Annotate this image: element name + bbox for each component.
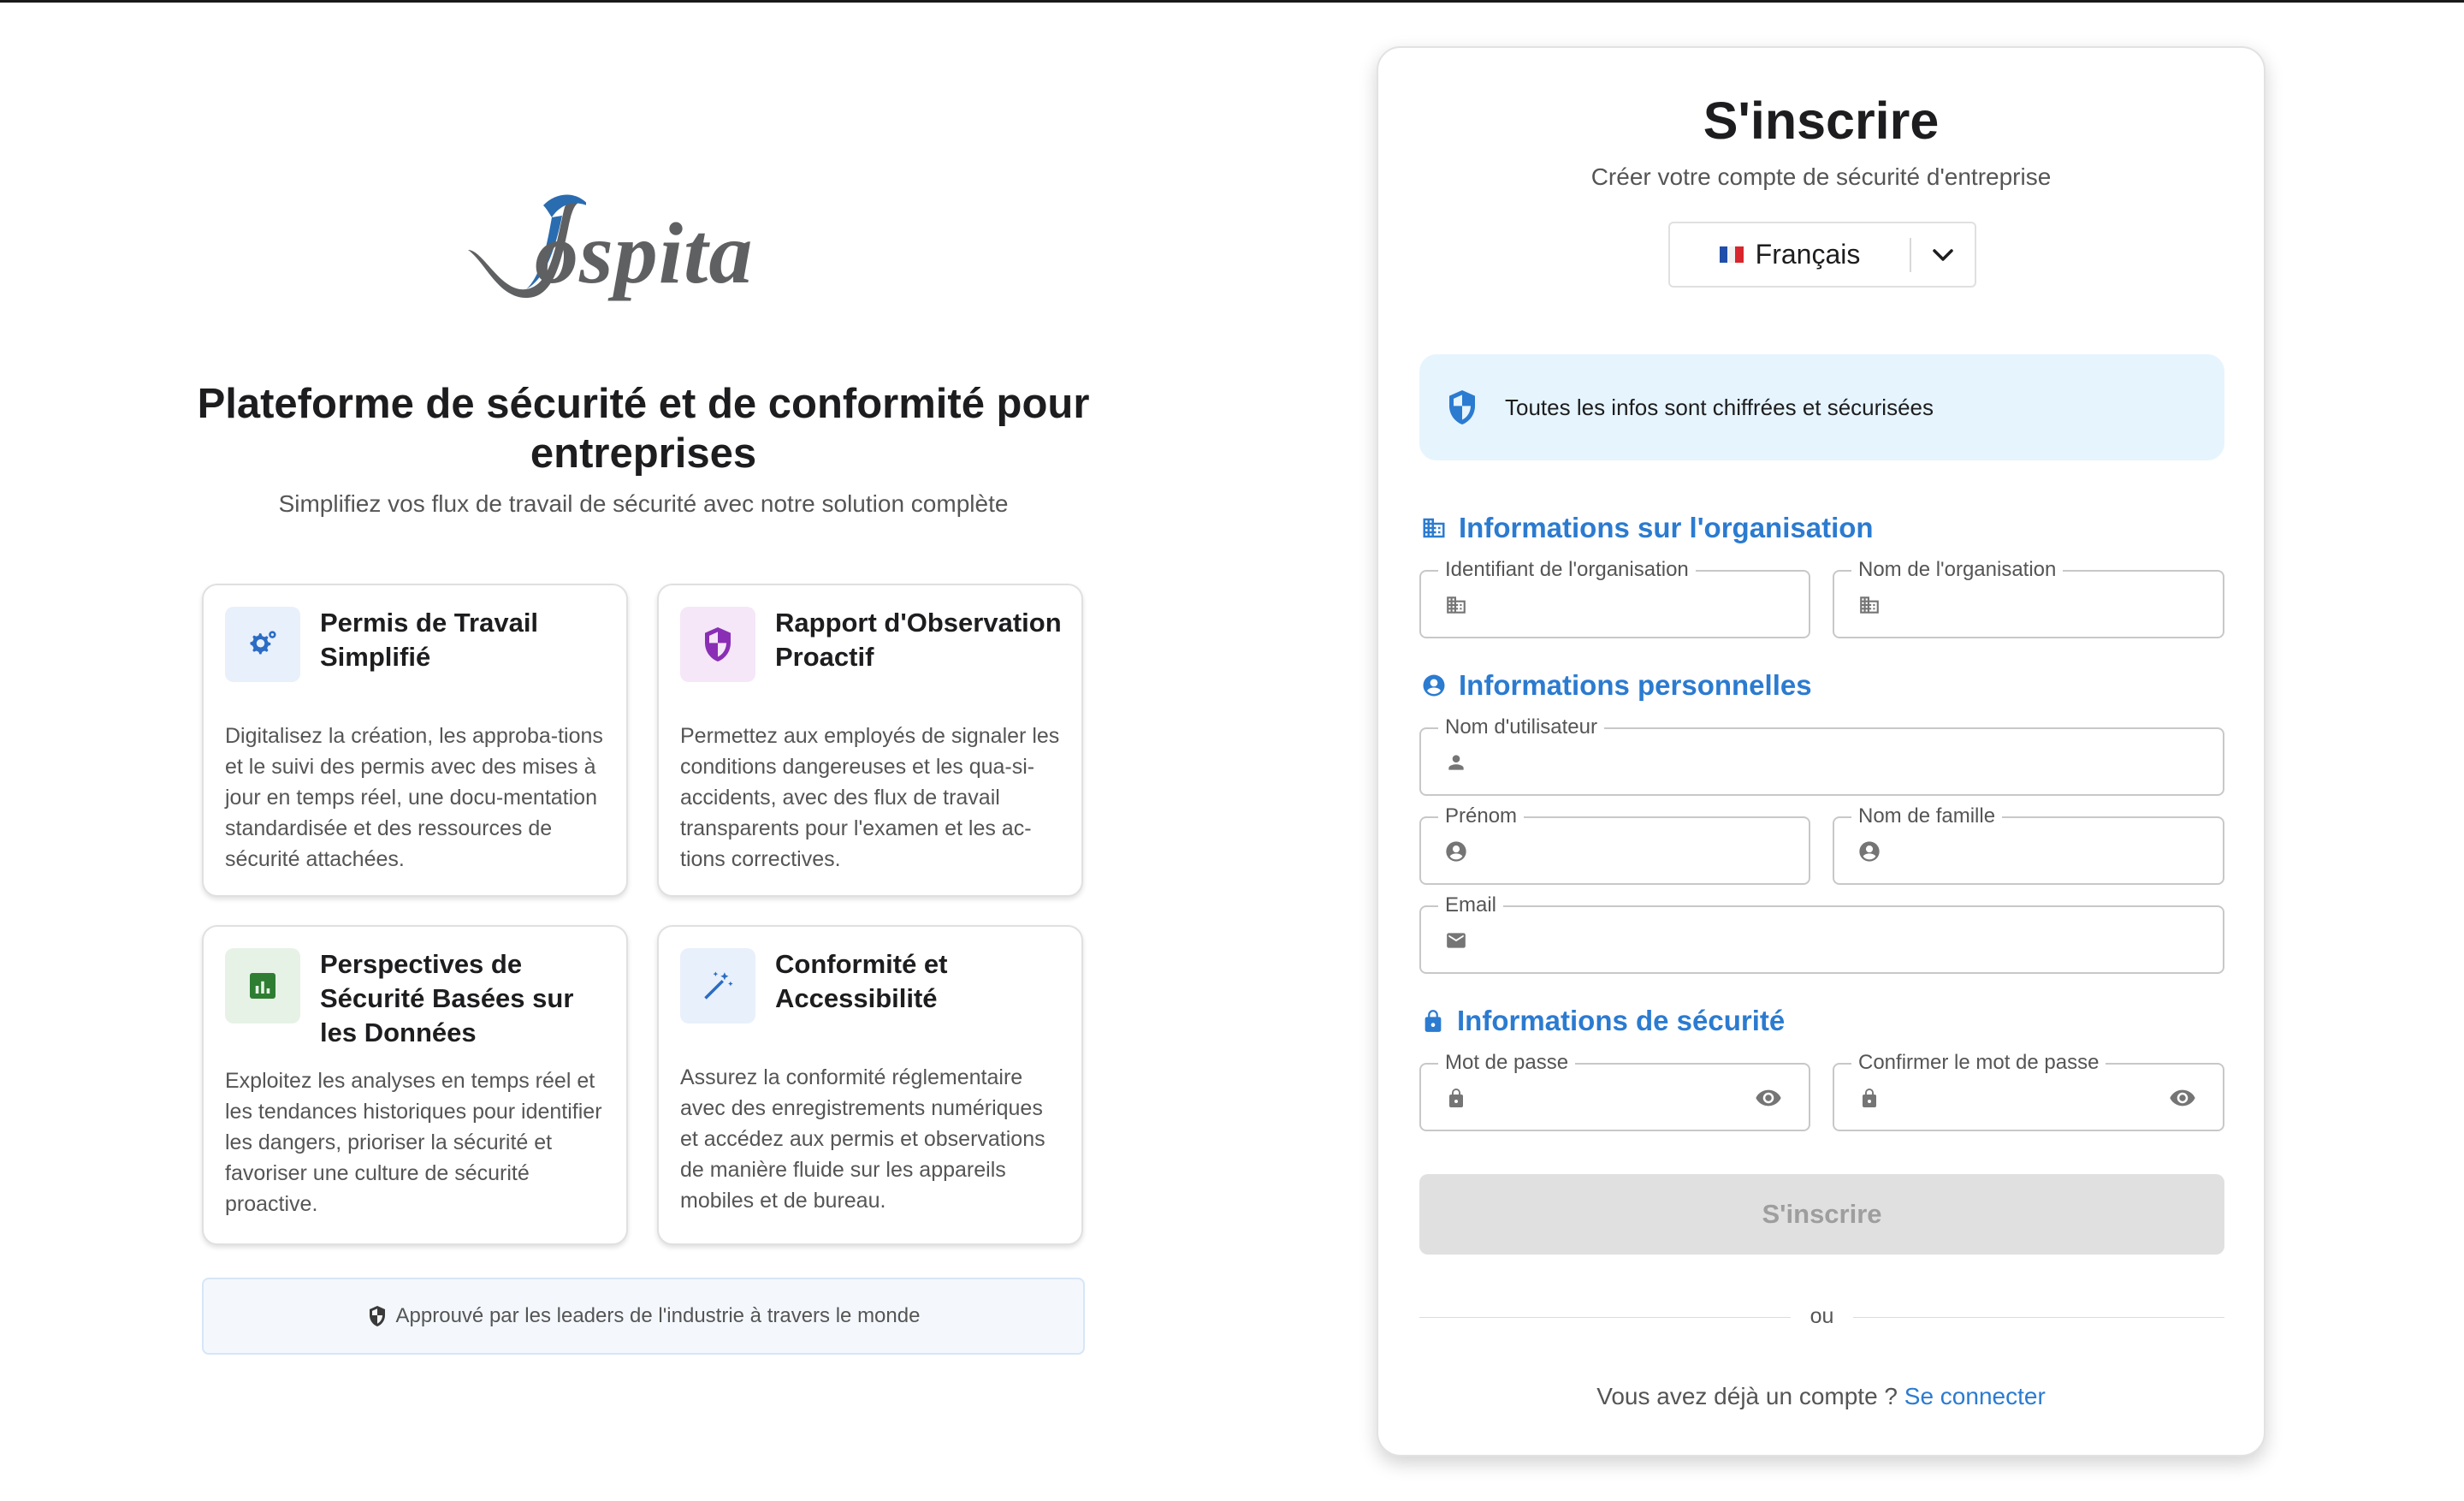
security-notice-text: Toutes les infos sont chiffrées et sécurisées [1505, 394, 1934, 420]
shield-check-icon [367, 1305, 388, 1327]
signup-card [1377, 46, 2266, 1457]
or-divider [1419, 1304, 2224, 1330]
mail-icon [1443, 928, 1469, 953]
field-label: Prénom [1438, 803, 1524, 830]
signin-prompt-row [1378, 1383, 2264, 1410]
last-name-field[interactable] [1833, 804, 2224, 885]
approved-text: Approuvé par les leaders de l'industrie à travers le monde [395, 1304, 921, 1327]
feature-description: Exploitez les analyses en temps réel et les tendances historiques pour identifier les dangers, prioriser la sécurité et favoriser une culture de sécurité proactive. [225, 1069, 602, 1216]
security-notice [1419, 354, 2224, 460]
section-title: Informations de sécurité [1457, 1005, 1786, 1036]
first-name-input[interactable] [1481, 830, 1749, 873]
magic-wand-icon [700, 968, 736, 1004]
logo-wordmark: ospita [535, 205, 754, 302]
signup-submit-button[interactable]: S'inscrire [1419, 1174, 2224, 1255]
username-field[interactable] [1419, 715, 2224, 796]
confirm-password-input[interactable] [1894, 1077, 2163, 1119]
divider-text: ou [1810, 1304, 1834, 1328]
language-current[interactable] [1670, 239, 1910, 270]
bar-chart-icon [247, 970, 278, 1001]
field-label: Identifiant de l'organisation [1438, 556, 1696, 584]
feature-icon-tile [225, 607, 300, 682]
section-security [1421, 1005, 1785, 1037]
feature-icon-tile [225, 948, 300, 1023]
feature-card-permits [202, 584, 628, 897]
feature-icon-tile [680, 948, 755, 1023]
feature-title: Conformité et Accessibilité [775, 949, 948, 1013]
feature-card-observation [657, 584, 1083, 897]
shield-icon [1445, 388, 1479, 427]
feature-title: Perspectives de Sécurité Basées sur les Données [320, 949, 574, 1047]
language-select[interactable] [1668, 222, 1976, 288]
org-id-input[interactable] [1481, 584, 1749, 626]
form-subtitle: Créer votre compte de sécurité d'entreprise [1590, 163, 2052, 190]
hero-subline: Simplifiez vos flux de travail de sécurité avec notre solution complète [278, 490, 1009, 517]
feature-title: Rapport d'Observation Proactif [775, 608, 1062, 672]
section-organization [1421, 512, 1874, 544]
field-label: Nom de l'organisation [1851, 556, 2063, 584]
chevron-down-icon [1932, 248, 1954, 262]
feature-description: Assurez la conformité réglementaire avec des enregistrements numériques et accédez aux permis et observations de manière fluide sur les appareils mobiles et de bureau. [680, 1065, 1045, 1213]
building-icon [1421, 515, 1447, 541]
section-title: Informations sur l'organisation [1459, 512, 1874, 543]
person-icon [1443, 750, 1469, 775]
france-flag-icon [1720, 246, 1744, 263]
password-input[interactable] [1481, 1077, 1749, 1119]
show-password-eye-icon[interactable] [1754, 1085, 1783, 1111]
brand-logo [466, 190, 826, 301]
language-label: Français [1755, 239, 1861, 270]
signin-prompt: Vous avez déjà un compte ? [1596, 1383, 1898, 1409]
signin-link[interactable]: Se connecter [1904, 1383, 2046, 1409]
field-label: Confirmer le mot de passe [1851, 1049, 2106, 1077]
feature-card-insights [202, 925, 628, 1245]
language-dropdown-toggle[interactable] [1911, 223, 1975, 286]
org-name-input[interactable] [1894, 584, 2163, 626]
section-title: Informations personnelles [1459, 669, 1812, 701]
org-id-field[interactable] [1419, 558, 1810, 638]
form-title: S'inscrire [1703, 92, 1940, 150]
feature-title: Permis de Travail Simplifié [320, 608, 539, 672]
account-circle-icon [1421, 673, 1447, 698]
lock-icon [1857, 1085, 1882, 1111]
first-name-field[interactable] [1419, 804, 1810, 885]
shield-half-icon [701, 626, 735, 663]
field-label: Nom d'utilisateur [1438, 714, 1604, 741]
field-label: Nom de famille [1851, 803, 2002, 830]
email-input[interactable] [1481, 919, 2163, 962]
building-icon [1857, 592, 1882, 618]
account-circle-icon [1857, 839, 1882, 864]
feature-icon-tile [680, 607, 755, 682]
feature-description: Digitalisez la création, les approba-tions et le suivi des permis avec des mises à jour en temps réel, une docu-mentation standardisée et des ressources de sécurité attachées. [225, 724, 603, 871]
last-name-input[interactable] [1894, 830, 2163, 873]
email-field[interactable] [1419, 893, 2224, 974]
feature-card-compliance [657, 925, 1083, 1245]
building-icon [1443, 592, 1469, 618]
field-label: Mot de passe [1438, 1049, 1575, 1077]
username-input[interactable] [1481, 741, 2163, 784]
account-circle-icon [1443, 839, 1469, 864]
feature-description: Permettez aux employés de signaler les conditions dangereuses et les qua-si-accidents, avec des flux de travail transparents pour l'examen et les ac-tions correctives. [680, 724, 1060, 871]
hero-headline: Plateforme de sécurité et de conformité pour entreprises [197, 381, 1090, 477]
password-field[interactable] [1419, 1051, 1810, 1131]
lock-icon [1421, 1007, 1445, 1035]
show-confirm-password-eye-icon[interactable] [2168, 1085, 2197, 1111]
lock-icon [1443, 1085, 1469, 1111]
section-personal [1421, 669, 1812, 702]
gear-icon [245, 626, 281, 662]
confirm-password-field[interactable] [1833, 1051, 2224, 1131]
org-name-field[interactable] [1833, 558, 2224, 638]
field-label: Email [1438, 892, 1503, 919]
approved-banner [202, 1278, 1085, 1355]
